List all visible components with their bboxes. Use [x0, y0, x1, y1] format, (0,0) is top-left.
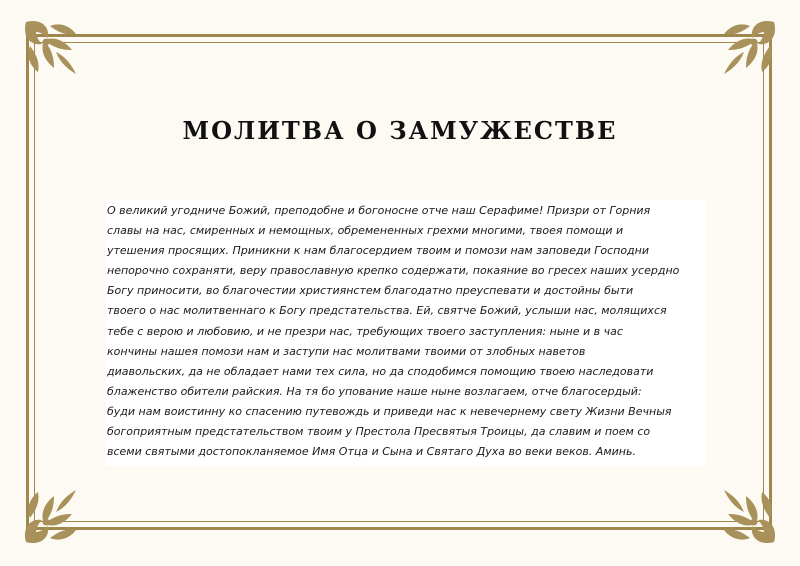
prayer-text: О великий угодниче Божий, преподобне и богоносне отче наш Серафиме! Призри от Горния славы на нас, смиренных и немощных, обремененных грехми многими, твоея помощи и утешения просящих. Приникни к нам благосердием твоим и помози нам заповеди Господни непорочно сохраняти, веру православную крепко содержати, покаяние во гресех наших усердно Богу приносити, во благочестии християнстем благодатно преуспевати и достойны быти твоего о нас молитвеннаго к Богу предстательства. Ей, святче Божий, услыши нас, молящихся тебе с верою и любовию, и не презри нас, требующих твоего заступления: ныне и в час кончины нашея помози нам и заступи нас молитвами твоими от злобных наветов диавольских, да не обладает нами тех сила, но да сподобимся помощию твоею наследовати блаженство обители райския. На тя бо упование наше ныне возлагаем, отче благосердый: буди нам воистинну ко спасению путевождь и приведи нас к невечернему свету Жизни Вечныя богоприятным предстательством твоим у Престола Пресвятыя Троицы, да славим и поем со всеми святыми достопокланяемое Имя Отца и Сына и Святаго Духа во веки веков. Аминь. [107, 204, 680, 459]
corner-ornament-icon [716, 484, 780, 548]
prayer-text-box [106, 200, 706, 466]
corner-ornament-icon [20, 16, 84, 80]
corner-ornament-icon [716, 16, 780, 80]
corner-ornament-icon [20, 484, 84, 548]
page-title: МОЛИТВА О ЗАМУЖЕСТВЕ [182, 116, 618, 145]
